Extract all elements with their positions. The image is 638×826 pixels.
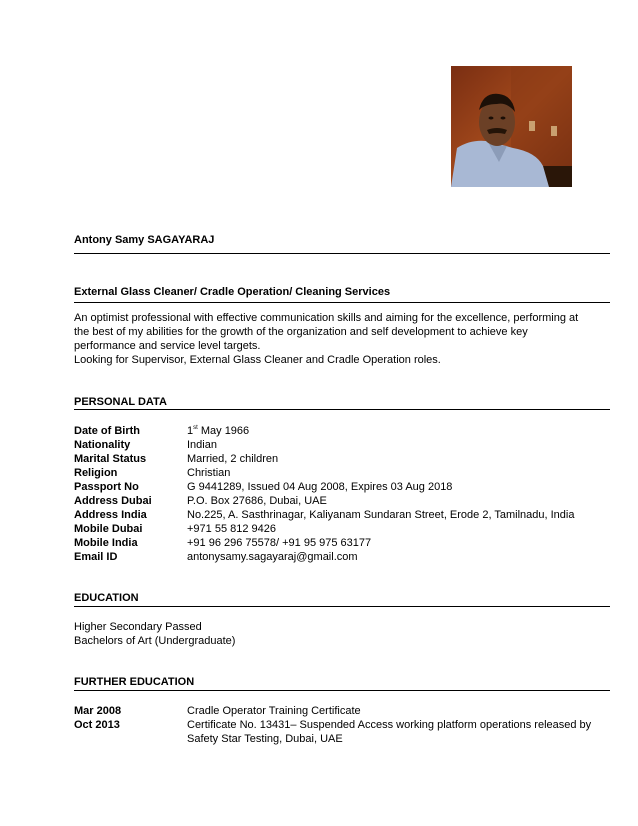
dob-rest: May 1966 [197,425,250,437]
further-description: Cradle Operator Training Certificate [187,705,361,717]
personal-label: Address Dubai [74,495,152,507]
further-description: Certificate No. 13431– Suspended Access working platform operations released by [187,719,592,731]
dob-day: 1 [187,425,194,437]
personal-row [74,508,610,522]
personal-label: Passport No [74,481,139,493]
personal-row [74,438,610,452]
job-title: External Glass Cleaner/ Cradle Operation/ Cleaning Services [74,286,391,298]
name-divider [74,253,610,254]
personal-label: Date of Birth [74,425,140,437]
education-item: Bachelors of Art (Undergraduate) [74,635,236,647]
summary-line: Looking for Supervisor, External Glass Cleaner and Cradle Operation roles. [74,354,441,366]
personal-value: +971 55 812 9426 [187,523,277,535]
profile-photo [451,66,572,187]
personal-value: Married, 2 children [187,453,279,465]
further-date: Oct 2013 [74,719,120,731]
personal-label: Address India [74,509,147,521]
further-date: Mar 2008 [74,705,122,717]
personal-row [74,522,610,536]
personal-label: Religion [74,467,118,479]
personal-data-divider [74,409,610,410]
personal-value: antonysamy.sagayaraj@gmail.com [187,551,358,563]
personal-value: Christian [187,467,231,479]
personal-data-heading: PERSONAL DATA [74,396,167,408]
title-divider [74,302,610,303]
personal-value: Indian [187,439,217,451]
personal-label: Marital Status [74,453,147,465]
further-description: Safety Star Testing, Dubai, UAE [187,733,343,745]
education-heading: EDUCATION [74,592,139,604]
personal-label: Mobile Dubai [74,523,143,535]
personal-row [74,550,610,564]
summary-line: An optimist professional with effective communication skills and aiming for the excellence, performing at [74,312,579,324]
personal-row [74,536,610,550]
further-education-divider [74,690,610,691]
personal-label: Email ID [74,551,118,563]
personal-row [74,452,610,466]
candidate-name: Antony Samy SAGAYARAJ [74,234,215,246]
personal-row [74,466,610,480]
personal-value: P.O. Box 27686, Dubai, UAE [187,495,327,507]
further-education-heading: FURTHER EDUCATION [74,676,195,688]
summary [74,311,594,367]
personal-value: +91 96 296 75578/ +91 95 975 63177 [187,537,372,549]
personal-row [74,494,610,508]
dob-suffix: st [193,425,198,431]
personal-value: G 9441289, Issued 04 Aug 2008, Expires 03 Aug 2018 [187,481,453,493]
personal-value: No.225, A. Sasthrinagar, Kaliyanam Sundaran Street, Erode 2, Tamilnadu, India [187,509,575,521]
personal-label: Nationality [74,439,131,451]
personal-label: Mobile India [74,537,138,549]
education-item: Higher Secondary Passed [74,621,202,633]
personal-row [74,480,610,494]
summary-line: performance and service level targets. [74,340,261,352]
summary-line: the best of my abilities for the growth of the organization and self development to achieve key [74,326,528,338]
personal-value [187,424,249,438]
education-divider [74,606,610,607]
personal-row-dob [74,424,610,438]
